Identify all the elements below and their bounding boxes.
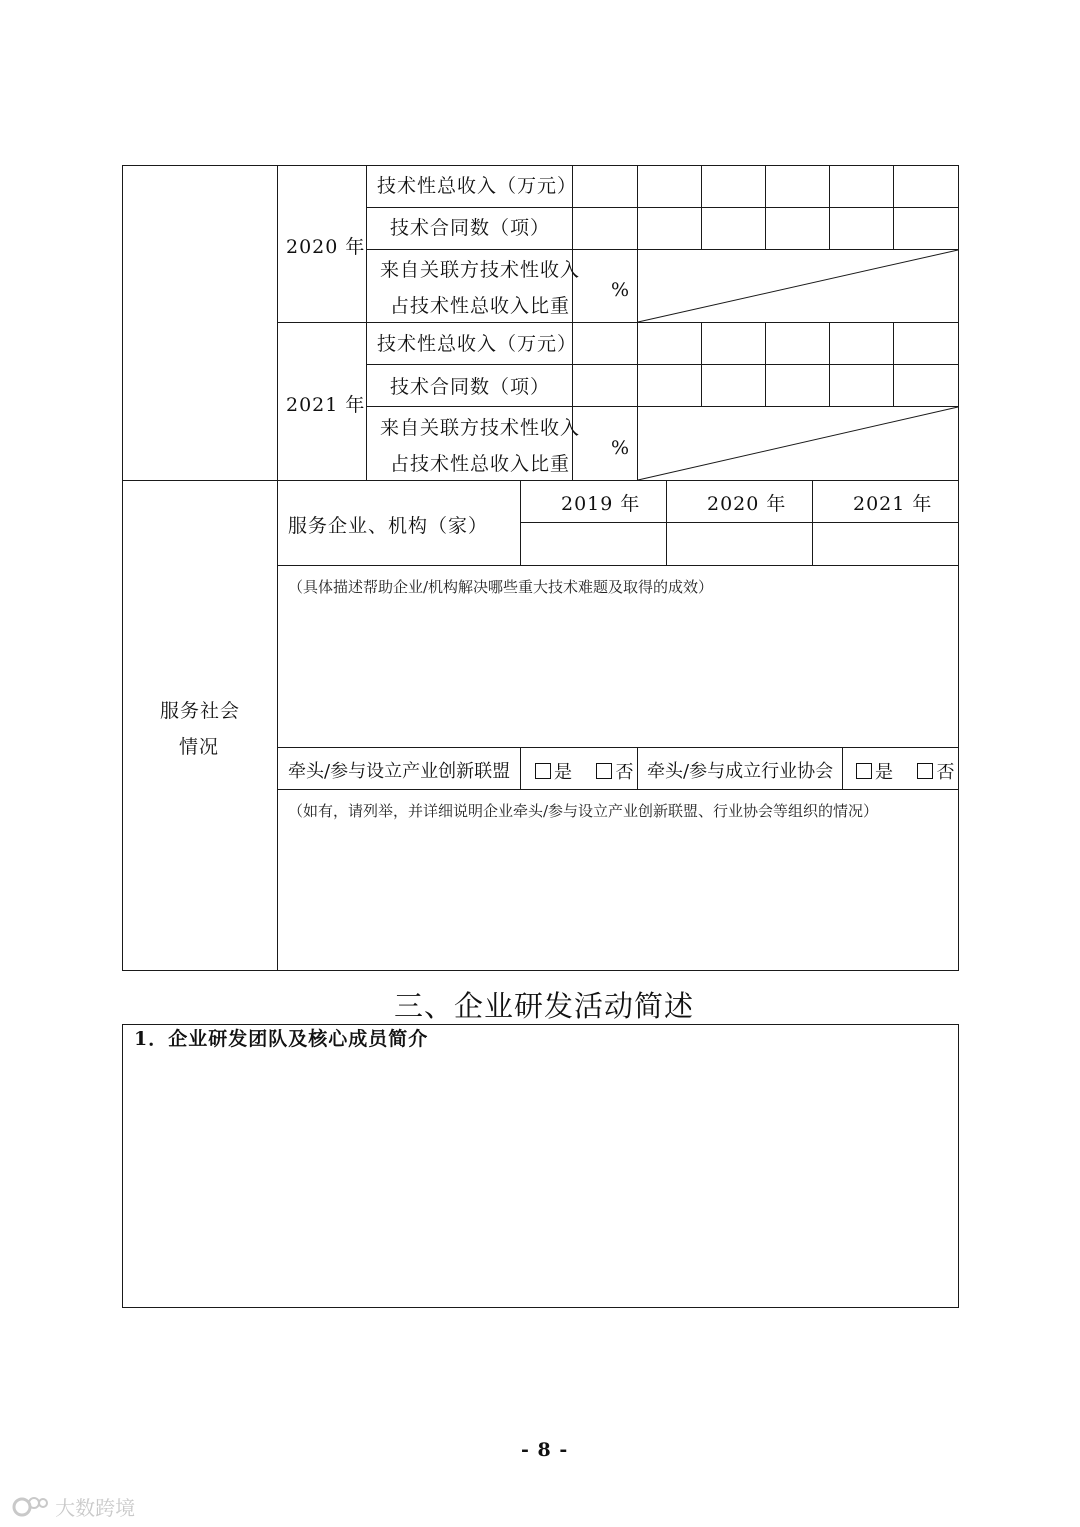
service-section-label: 服务社会: [160, 700, 241, 722]
list-textarea[interactable]: [278, 825, 958, 969]
input-cell[interactable]: [573, 323, 636, 363]
served-count-2019-input[interactable]: [521, 523, 665, 564]
list-note: （如有，请列举，并详细说明企业牵头/参与设立产业创新联盟、行业协会等组织的情况）: [288, 802, 879, 820]
describe-textarea[interactable]: [278, 600, 958, 746]
association-no-label: 否: [936, 762, 956, 783]
alliance-no-checkbox[interactable]: [596, 763, 612, 779]
research-team-box[interactable]: [122, 1024, 959, 1308]
year-header-2019: 2019 年: [561, 493, 641, 515]
alliance-options: [535, 763, 634, 782]
association-label: 牵头/参与成立行业协会: [647, 761, 834, 782]
year-label-2021: 2021 年: [286, 394, 366, 416]
describe-note: （具体描述帮助企业/机构解决哪些重大技术难题及取得的成效）: [288, 578, 714, 596]
diagonal-strike-2020: [637, 249, 959, 323]
input-cell[interactable]: [573, 365, 636, 405]
row-label-tech-income: 技术性总收入（万元）: [377, 333, 578, 355]
watermark-logo-icon: [10, 1493, 50, 1521]
served-count-label: 服务企业、机构（家）: [288, 515, 489, 537]
association-yes-checkbox[interactable]: [856, 763, 872, 779]
served-count-2020-input[interactable]: [667, 523, 811, 564]
row-label-tech-income: 技术性总收入（万元）: [377, 175, 578, 197]
service-section-label-2: 情况: [179, 736, 220, 758]
row-label-related-ratio-2: 占技术性总收入比重: [390, 453, 571, 475]
row-label-related-ratio-1: 来自关联方技术性收入: [380, 417, 581, 439]
association-yes-label: 是: [875, 762, 894, 783]
item1-number: 1．: [134, 1028, 169, 1050]
row-label-contract-count: 技术合同数（项）: [390, 217, 551, 239]
item1-label: 企业研发团队及核心成员简介: [168, 1028, 429, 1050]
watermark: [10, 1492, 135, 1521]
row-label-related-ratio-1: 来自关联方技术性收入: [380, 259, 581, 281]
diagonal-strike-2021: [637, 406, 959, 481]
alliance-label: 牵头/参与设立产业创新联盟: [288, 761, 511, 782]
alliance-no-label: 否: [615, 762, 635, 783]
input-cell[interactable]: [573, 208, 636, 248]
item1-heading: [134, 1030, 428, 1049]
year-header-2020: 2020 年: [707, 493, 787, 515]
alliance-yes-label: 是: [554, 762, 573, 783]
row-label-related-ratio-2: 占技术性总收入比重: [390, 295, 571, 317]
association-options: [856, 763, 955, 782]
served-count-2021-input[interactable]: [813, 523, 957, 564]
page-number: - 8 -: [521, 1439, 569, 1461]
association-no-checkbox[interactable]: [917, 763, 933, 779]
input-cell[interactable]: [573, 166, 636, 206]
section-title: 三、企业研发活动简述: [394, 989, 695, 1023]
alliance-yes-checkbox[interactable]: [535, 763, 551, 779]
percent-unit: %: [611, 437, 631, 459]
row-label-contract-count: 技术合同数（项）: [390, 376, 551, 398]
watermark-text: 大数跨境: [55, 1496, 136, 1520]
percent-unit: %: [611, 279, 631, 301]
year-header-2021: 2021 年: [853, 493, 933, 515]
year-label-2020: 2020 年: [286, 236, 366, 258]
